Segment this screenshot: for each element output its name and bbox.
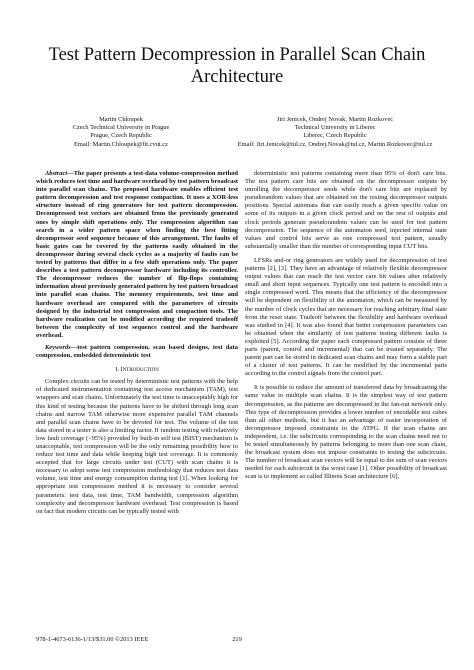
keywords — [36, 344, 238, 360]
abstract-text: —The paper presents a test-data volume-compression method which reduces test time and hardware overhead by test pattern broadcast into parallel scan chains. The proposed hardware enables efficient test pattern decompression and test response compaction. It uses a XOR-less structure instead of ring generators for test pattern decompression. Decompressed test vectors are obtained from the previously generated ones by simple shift operations only. The compression algorithm can search in a wider pattern space when finding the best fitting decompressor seed sequence because of this arrangement. The faults of basic gates can be covered by the patterns easily obtained in the decompressor during several clock cycles as a majority of faults can be tested by patterns that differ in a few shift operations only. The paper describes a test pattern decompressor hardware including its controller. The decompressor reduces the number of flip-flops containing information about previously generated pattern by test pattern broadcast into parallel scan chains. The memory requirements, test time and hardware overhead are compared with the parameters of circuits designed by the industrial test compression and compaction tools. The hardware realization can be modified according the required tradeoff between the complexity of test sequence control and the hardware overhead. — [36, 170, 238, 339]
keywords-text: —test pattern compression, scan based designs, test data compression, embedded deterministic test — [36, 343, 238, 360]
page-number: 219 — [232, 636, 242, 643]
author-email: Email: Jiri.Jenicek@tul.cz, Ondrej.Novak@tul.cz, Martin.Rozkovec@tul.cz — [237, 140, 433, 148]
author-location: Liberec, Czech Republic — [303, 132, 367, 140]
paper-title-line-2: Architecture — [190, 67, 284, 87]
body-paragraph: LFSRs and-or ring generators are widely used for decompression of test patterns [2], [3]. They have an advantage of relatively flexible decompressor output values that can reach the test vector care bit values after relatively small and short input sequences. Typically one test pattern is encoded into a single compressed word. This means that the efficiency of the decompressor will be dependent on flexibility of the automaton, which can be measured by the number of clock cycles that are necessary for reaching arbitrary final state from the reset state. Tradeoff between the flexibility and hardware overhead was studied in [4]. It was also found that better compression parameters can be obtained when the similarity of test patterns testing different faults is exploited [5]. According the paper each compressed pattern consists of three parts (parent, control and incremental) that can be treated separately. The parent part can be stored in dedicated scan chains and may form a stabile part of a cluster of test patterns. It can be modified by the incremental parts according to the control signals from the control part. — [245, 256, 447, 378]
paper-title-line-1: Test Pattern Decompression in Parallel Scan Chain — [48, 45, 426, 65]
copyright-notice: 978-1-4673-6136-1/13/$31.00 ©2013 IEEE — [36, 636, 149, 643]
author-affiliation: Czech Technical University in Prague — [72, 124, 170, 132]
author-name: Jiri Jenicek, Ondrej Novak, Martin Rozkovec — [276, 116, 394, 123]
section-heading-introduction: I. Introduction — [115, 366, 159, 374]
page-footer — [36, 636, 438, 646]
author-block-right — [220, 116, 450, 149]
author-affiliation: Technical University in Liberec — [294, 124, 376, 132]
abstract — [36, 170, 238, 340]
body-paragraph: deterministic test patterns containing more than 95% of don't care bits. The test pattern care bits are obtained on the decompressor outputs by unrolling the decompressor seeds while don't care bits are replaced by pseudorandom values that are obtained on the resting decompressor outputs positions. Special automata that can easily reach a given specific value on some of its outputs in a given clock period and on the rest of outputs and clock periods generate pseudorandom values can be used for test pattern decompression. The sequence of the automaton seed, injected internal state values and control bits serve as one compressed test pattern, usually substantially smaller than the number of corresponding input CUT bits. — [245, 170, 447, 250]
author-email: Email: Martin.Chloupek@fit.cvut.cz — [74, 140, 168, 148]
author-location: Prague, Czech Republic — [90, 132, 152, 140]
abstract-lead: Abstract — [45, 170, 68, 177]
keywords-lead: Keywords — [45, 343, 71, 351]
body-paragraph: Complex circuits can be tested by deterministic test patterns with the help of dedicated instrumentation containing test access mechanism (TAM), test wrappers and scan chains. Unfortunately the test time is unacceptably high for this kind of testing because the patterns have to be shifted through long scan chains and narrow TAM otherwise more expensive parallel TAM channels and parallel scan chains have to be devoted for test. The volume of the test data stored in a tester is also a limiting factor. If random testing with relatively low fault coverage (<95%) provided by built-in self test (BIST) mechanism is unacceptable, test compression will be the only remaining possibility how to reduce test time and data while keeping high test coverage. It is commonly accepted that for large circuits under test (CUT) with scan chains it is necessary to adopt some test compression methodology that reduces test data volume, test time and energy consumption during test [1]. When looking for appropriate test compression method it is necessary to consider several parameters: test data, test time, TAM bandwidth, compression algorithm complexity and decompressor hardware overhead. Test compression is based on fact that modern circuits can be typically tested with — [36, 378, 238, 515]
author-block-left — [36, 116, 206, 149]
left-column — [36, 170, 238, 516]
author-section — [0, 116, 474, 160]
author-name: Martin Chloupek — [99, 116, 143, 123]
body-paragraph: It is possible to reduce the amount of transferred data by broadcasting the same value to multiple scan chains. It is the simplest way of test pattern decompression, as the patterns are decompressed in the fan-out network only. This type of decompression provides a lower number of encodable test cubes than all other methods, but it has an advantage of easier incorporation of decompressor imposed constraints to the ATPG. If the scan chains are independent, i.e. the subcircuits corresponding to the scan chains need not to be tested simultaneously by patterns belonging to more than one scan chain, the broadcast system does not impose constraints to testing the subcircuits. The number of broadcast scan vectors will be equal to the sum of scan vectors needed for each subcircuit in the worst case [1]. Other possibility of broadcast scan is to implement so called Illinois Scan architecture [6], — [245, 384, 447, 481]
paper-title — [20, 44, 454, 88]
right-column — [245, 170, 447, 481]
